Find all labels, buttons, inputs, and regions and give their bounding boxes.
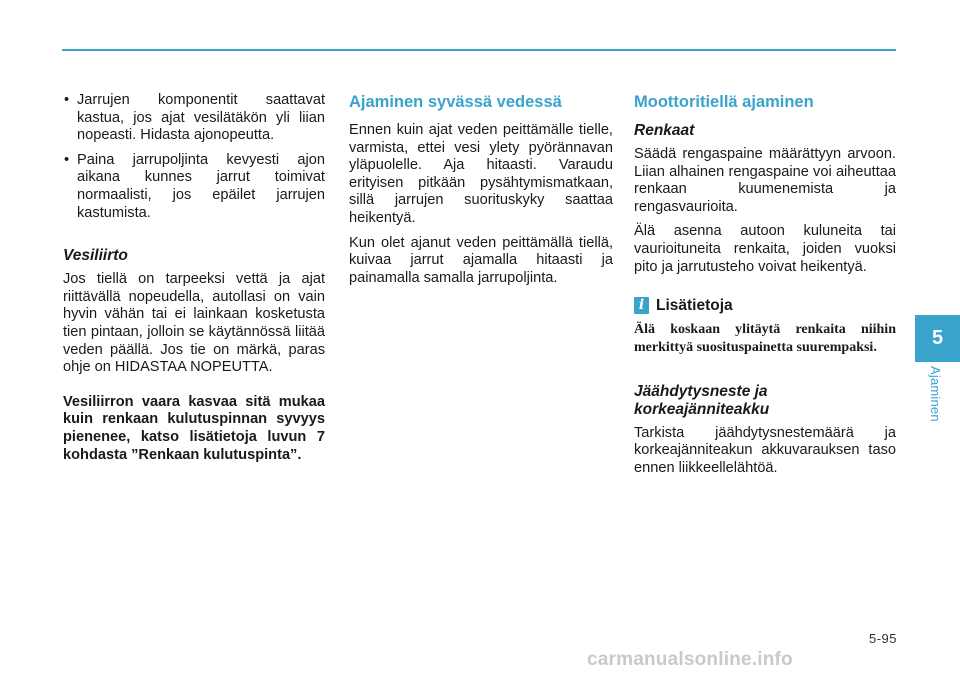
deep-water-paragraph-2: Kun olet ajanut veden peittämällä tiellä, kuivaa jarrut ajamalla hitaasti ja painamalla samalla jarrupoljinta.: [349, 234, 613, 286]
list-item: • Paina jarrupoljinta kevyesti ajon aikana kunnes jarrut toimivat normaalisti, jos epäilet jarrujen kastumista.: [63, 152, 325, 222]
renkaat-heading: Renkaat: [634, 122, 695, 139]
column-2: [349, 92, 613, 294]
chapter-number-tab: 5: [915, 315, 960, 362]
renkaat-paragraph-1: Säädä rengaspaine määrättyyn arvoon. Liian alhainen rengaspaine voi aiheuttaa renkaan kuumenemista ja rengasvaurioita.: [634, 146, 896, 215]
jaahdytys-paragraph: Tarkista jäähdytysnestemäärä ja korkeajänniteakun akkuvarauksen taso ennen liikkeellelähtöä.: [634, 424, 896, 476]
info-icon: i: [634, 297, 649, 314]
vesiliirto-warning: Vesiliirron vaara kasvaa sitä mukaa kuin renkaan kulutuspinnan syvyys pienenee, katso lisätietoja luvun 7 kohdasta ”Renkaan kulutuspinta”.: [63, 393, 325, 463]
info-box-header: [634, 297, 896, 315]
list-item: • Jarrujen komponentit saattavat kastua, jos ajat vesilätäkön yli liian nopeasti. Hidasta ajonopeutta.: [63, 92, 325, 145]
page-number: 5-95: [868, 631, 897, 646]
column-3: [634, 92, 896, 485]
header-rule: [62, 49, 896, 51]
column-1: [63, 92, 325, 464]
chapter-name: Ajaminen: [928, 366, 943, 422]
brake-bullet-list: [63, 92, 325, 222]
deep-water-paragraph-1: Ennen kuin ajat veden peittämälle tielle, varmista, ettei vesi ylety pyörännavan yläpuolelle. Aja hitaasti. Varaudu erityisen pitkään pysähtymismatkaan, sillä jarrujen suorituskyky saattaa heikentyä.: [349, 122, 613, 226]
vesiliirto-paragraph: Jos tiellä on tarpeeksi vettä ja ajat riittävällä nopeudella, autollasi on vain hyvin vähän tai ei lainkaan kosketusta tien pintaan, jolloin se käytännössä liitää veden päällä. Jos tie on märkä, paras ohje on HIDASTAA NOPEUTTA.: [63, 271, 325, 376]
watermark: carmanualsonline.info: [587, 649, 793, 670]
highway-heading: Moottoritiellä ajaminen: [634, 93, 814, 111]
deep-water-heading: Ajaminen syvässä vedessä: [349, 93, 562, 111]
info-title: Lisätietoja: [656, 297, 733, 315]
vesiliirto-heading: Vesiliirto: [63, 247, 128, 265]
jaahdytys-heading: Jäähdytysneste ja korkeajänniteakku: [634, 382, 770, 418]
info-text: Älä koskaan ylitäytä renkaita niihin merkittyä suosituspainetta suurempaksi.: [634, 321, 896, 355]
renkaat-paragraph-2: Älä asenna autoon kuluneita tai vaurioituneita renkaita, joiden vuoksi pito ja jarrutusteho voivat heikentyä.: [634, 223, 896, 275]
